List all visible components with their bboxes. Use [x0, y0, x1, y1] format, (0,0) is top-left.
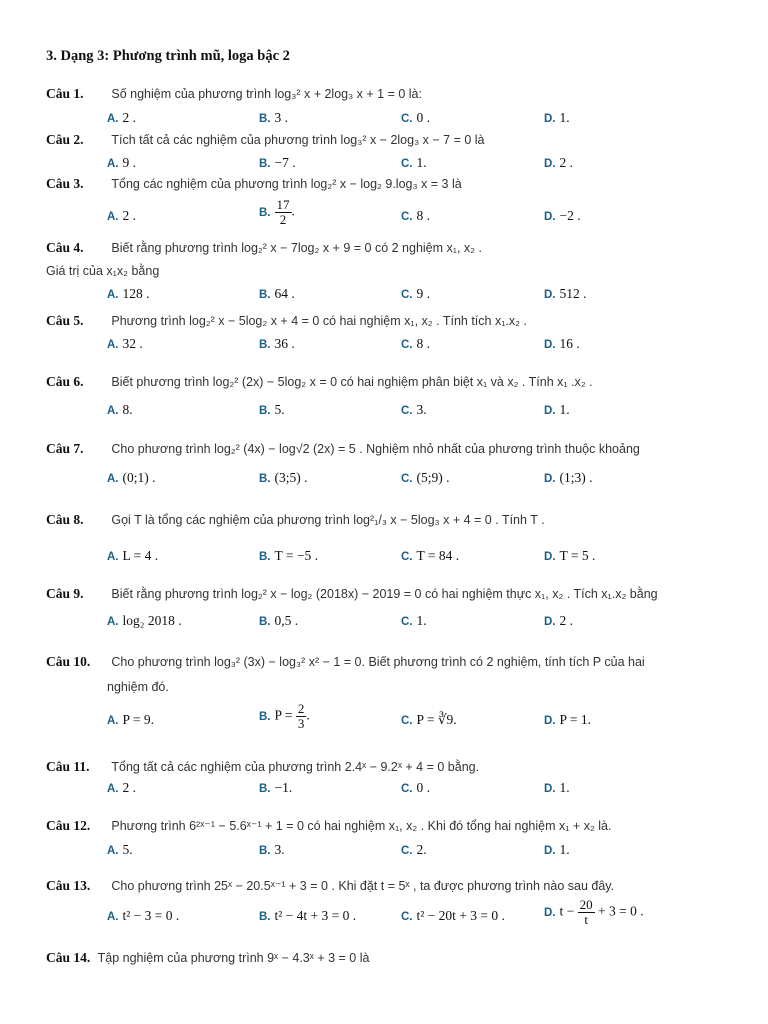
options-12 [107, 842, 707, 862]
question-stem: Tổng các nghiệm của phương trình log₂² x − log₂ 9.log₃ x = 3 là [111, 177, 462, 191]
option-d: D. 1. [544, 842, 570, 857]
option-a: A. 8. [107, 402, 133, 417]
option-d: D. 2 . [544, 155, 573, 170]
question-13 [46, 878, 726, 894]
option-c: C. t² − 20t + 3 = 0 . [401, 908, 505, 923]
option-c: C. 2. [401, 842, 427, 857]
option-d: D. 2 . [544, 613, 573, 628]
option-c: C. 8 . [401, 336, 430, 351]
question-8 [46, 512, 726, 528]
question-number: Câu 7. [46, 441, 84, 456]
question-9 [46, 586, 726, 602]
question-number: Câu 8. [46, 512, 84, 527]
option-c: C. 3. [401, 402, 427, 417]
question-stem: Biết phương trình log₂² (2x) − 5log₂ x = 0 có hai nghiệm phân biệt x₁ và x₂ . Tính x₁ .x₂ . [111, 375, 593, 389]
section-heading: 3. Dạng 3: Phương trình mũ, loga bậc 2 [46, 48, 290, 64]
option-d: D. (1;3) . [544, 470, 593, 485]
question-stem: Cho phương trình 25ˣ − 20.5ˣ⁻¹ + 3 = 0 . Khi đặt t = 5ˣ , ta được phương trình nào sau đây. [111, 879, 615, 893]
option-d: D. 16 . [544, 336, 580, 351]
option-b: B. 5. [259, 402, 285, 417]
option-c: C. 0 . [401, 110, 430, 125]
question-number: Câu 4. [46, 240, 84, 255]
option-a: A. L = 4 . [107, 548, 159, 563]
question-5 [46, 313, 726, 329]
option-a: A. 2 . [107, 780, 136, 795]
options-9 [107, 613, 707, 633]
question-10 [46, 654, 726, 670]
fraction: $\frac{20}{t}$ [579, 897, 593, 927]
question-2 [46, 132, 726, 148]
option-d: D. 512 . [544, 286, 587, 301]
options-2 [107, 155, 707, 175]
option-a: A. (0;1) . [107, 470, 156, 485]
option-d: D. 1. [544, 110, 570, 125]
option-c: C. 0 . [401, 780, 430, 795]
option-b: B. $\frac{17}{2}$ . [259, 197, 295, 227]
option-b: B. (3;5) . [259, 470, 308, 485]
option-c: C. 1. [401, 155, 427, 170]
options-1 [107, 110, 707, 130]
question-stem: Tập nghiệm của phương trình 9ˣ − 4.3ˣ + 3 = 0 là [97, 951, 370, 965]
option-a: A. log₂ 2018 . [107, 613, 182, 628]
question-number: Câu 1. [46, 86, 84, 101]
option-a: A. 2 . [107, 110, 136, 125]
option-b: B. 64 . [259, 286, 295, 301]
options-4 [107, 286, 707, 306]
options-3 [107, 198, 707, 238]
question-number: Câu 6. [46, 374, 84, 389]
options-7 [107, 470, 707, 490]
option-d: D. T = 5 . [544, 548, 596, 563]
question-stem: Cho phương trình log₂² (4x) − log√2 (2x) = 5 . Nghiệm nhỏ nhất của phương trình thuộc khoảng [111, 442, 640, 456]
question-stem: Gọi T là tổng các nghiệm của phương trình log²₁/₃ x − 5log₃ x + 4 = 0 . Tính T . [111, 513, 545, 527]
option-a: A. P = 9. [107, 712, 154, 727]
option-c: C. (5;9) . [401, 470, 450, 485]
option-b: B. 3. [259, 842, 285, 857]
options-5 [107, 336, 707, 356]
option-c: C. P = ∛9. [401, 712, 457, 727]
question-number: Câu 3. [46, 176, 84, 191]
option-a: A. 32 . [107, 336, 143, 351]
option-c: C. 1. [401, 613, 427, 628]
question-stem: Phương trình 6²ˣ⁻¹ − 5.6ˣ⁻¹ + 1 = 0 có hai nghiệm x₁, x₂ . Khi đó tổng hai nghiệm x₁ + x₂ là. [111, 819, 612, 833]
option-c: C. 8 . [401, 208, 430, 223]
question-stem: Số nghiệm của phương trình log₃² x + 2log₃ x + 1 = 0 là: [111, 87, 422, 101]
question-1 [46, 86, 726, 102]
option-c: C. 9 . [401, 286, 430, 301]
option-b: B. P = $\frac{2}{3}$ . [259, 701, 310, 731]
option-b: B. t² − 4t + 3 = 0 . [259, 908, 357, 923]
fraction: $\frac{17}{2}$ [276, 197, 290, 227]
option-b: B. 3 . [259, 110, 288, 125]
question-stem: Tổng tất cả các nghiệm của phương trình 2.4ˣ − 9.2ˣ + 4 = 0 bằng. [111, 760, 480, 774]
options-11 [107, 780, 707, 800]
question-number: Câu 14. [46, 950, 91, 965]
option-b: B. −7 . [259, 155, 296, 170]
option-b: B. 36 . [259, 336, 295, 351]
question-stem: Biết rằng phương trình log₂² x − log₂ (2018x) − 2019 = 0 có hai nghiệm thực x₁, x₂ . Tích x₁.x₂ bằng [111, 587, 658, 601]
question-number: Câu 11. [46, 759, 90, 774]
option-b: B. T = −5 . [259, 548, 318, 563]
question-number: Câu 9. [46, 586, 84, 601]
question-4 [46, 240, 726, 256]
options-13 [107, 898, 707, 938]
option-d: D. −2 . [544, 208, 581, 223]
options-10 [107, 702, 707, 740]
question-number: Câu 12. [46, 818, 91, 833]
options-6 [107, 402, 707, 422]
question-number: Câu 5. [46, 313, 84, 328]
question-4-continued: Giá trị của x₁x₂ bằng [46, 264, 160, 278]
question-6 [46, 374, 726, 390]
question-number: Câu 10. [46, 654, 91, 669]
option-d: D. 1. [544, 402, 570, 417]
question-stem: Phương trình log₂² x − 5log₂ x + 4 = 0 có hai nghiệm x₁, x₂ . Tính tích x₁.x₂ . [111, 314, 527, 328]
question-stem: Tích tất cả các nghiệm của phương trình log₃² x − 2log₃ x − 7 = 0 là [111, 133, 485, 147]
option-b: B. 0,5 . [259, 613, 299, 628]
question-number: Câu 2. [46, 132, 84, 147]
question-10-continued: nghiệm đó. [107, 680, 169, 694]
option-d: D. 1. [544, 780, 570, 795]
question-14 [46, 950, 726, 966]
option-a: A. 5. [107, 842, 133, 857]
option-a: A. 9 . [107, 155, 136, 170]
question-stem: Cho phương trình log₃² (3x) − log₃² x² − 1 = 0. Biết phương trình có 2 nghiệm, tính tích P của hai [111, 655, 645, 669]
question-3 [46, 176, 726, 192]
question-12 [46, 818, 726, 834]
options-8 [107, 548, 707, 568]
fraction: $\frac{2}{3}$ [297, 701, 305, 731]
option-a: A. 128 . [107, 286, 150, 301]
question-11 [46, 759, 726, 775]
option-d: D. t − $\frac{20}{t}$ + 3 = 0 . [544, 897, 644, 927]
option-a: A. t² − 3 = 0 . [107, 908, 180, 923]
option-b: B. −1. [259, 780, 293, 795]
option-c: C. T = 84 . [401, 548, 460, 563]
question-stem: Biết rằng phương trình log₂² x − 7log₂ x + 9 = 0 có 2 nghiệm x₁, x₂ . [111, 241, 482, 255]
question-7 [46, 441, 726, 457]
question-number: Câu 13. [46, 878, 91, 893]
option-d: D. P = 1. [544, 712, 591, 727]
option-a: A. 2 . [107, 208, 136, 223]
